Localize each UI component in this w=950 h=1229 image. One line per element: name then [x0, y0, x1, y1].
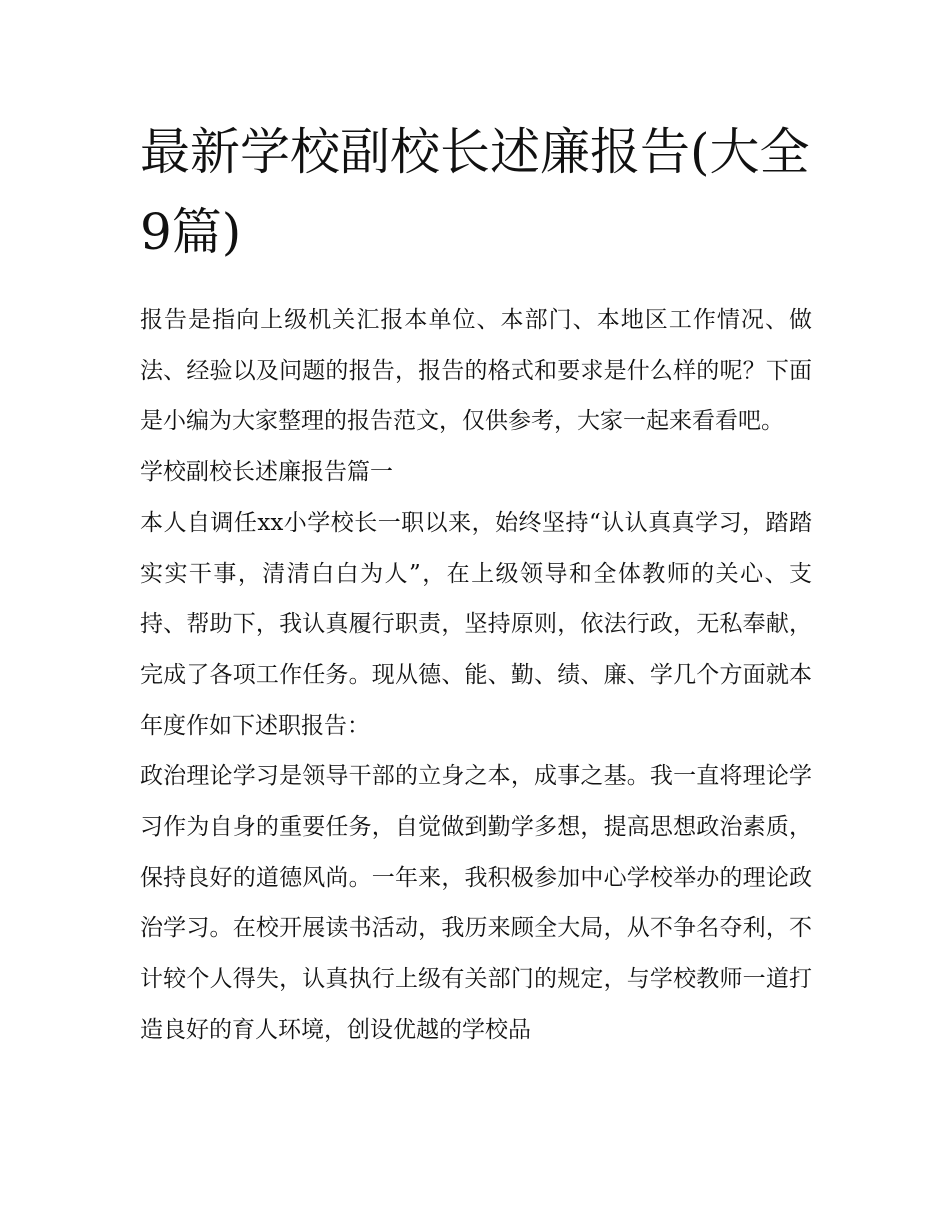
document-content	[140, 112, 812, 1056]
intro-paragraph: 报告是指向上级机关汇报本单位、本部门、本地区工作情况、做法、经验以及问题的报告，报告的格式和要求是什么样的呢？下面是小编为大家整理的报告范文，仅供参考，大家一起来看看吧。	[140, 307, 812, 435]
section-heading: 学校副校长述廉报告篇一	[140, 459, 393, 486]
body-paragraph-1: 本人自调任xx小学校长一职以来，始终坚持“认认真真学习，踏踏实实干事，清清白白为人”，在上级领导和全体教师的关心、支持、帮助下，我认真履行职责，坚持原则，依法行政，无私奉献，完成了各项工作任务。现从德、能、勤、绩、廉、学几个方面就本年度作如下述职报告：	[140, 509, 812, 739]
document-body	[140, 295, 812, 1056]
body-paragraph-2: 政治理论学习是领导干部的立身之本，成事之基。我一直将理论学习作为自身的重要任务，自觉做到勤学多想，提高思想政治素质，保持良好的道德风尚。一年来，我积极参加中心学校举办的理论政治学习。在校开展读书活动，我历来顾全大局，从不争名夺利，不计较个人得失，认真执行上级有关部门的规定，与学校教师一道打造良好的育人环境，创设优越的学校品	[140, 763, 812, 1043]
document-title: 最新学校副校长述廉报告(大全9篇)	[140, 123, 810, 261]
